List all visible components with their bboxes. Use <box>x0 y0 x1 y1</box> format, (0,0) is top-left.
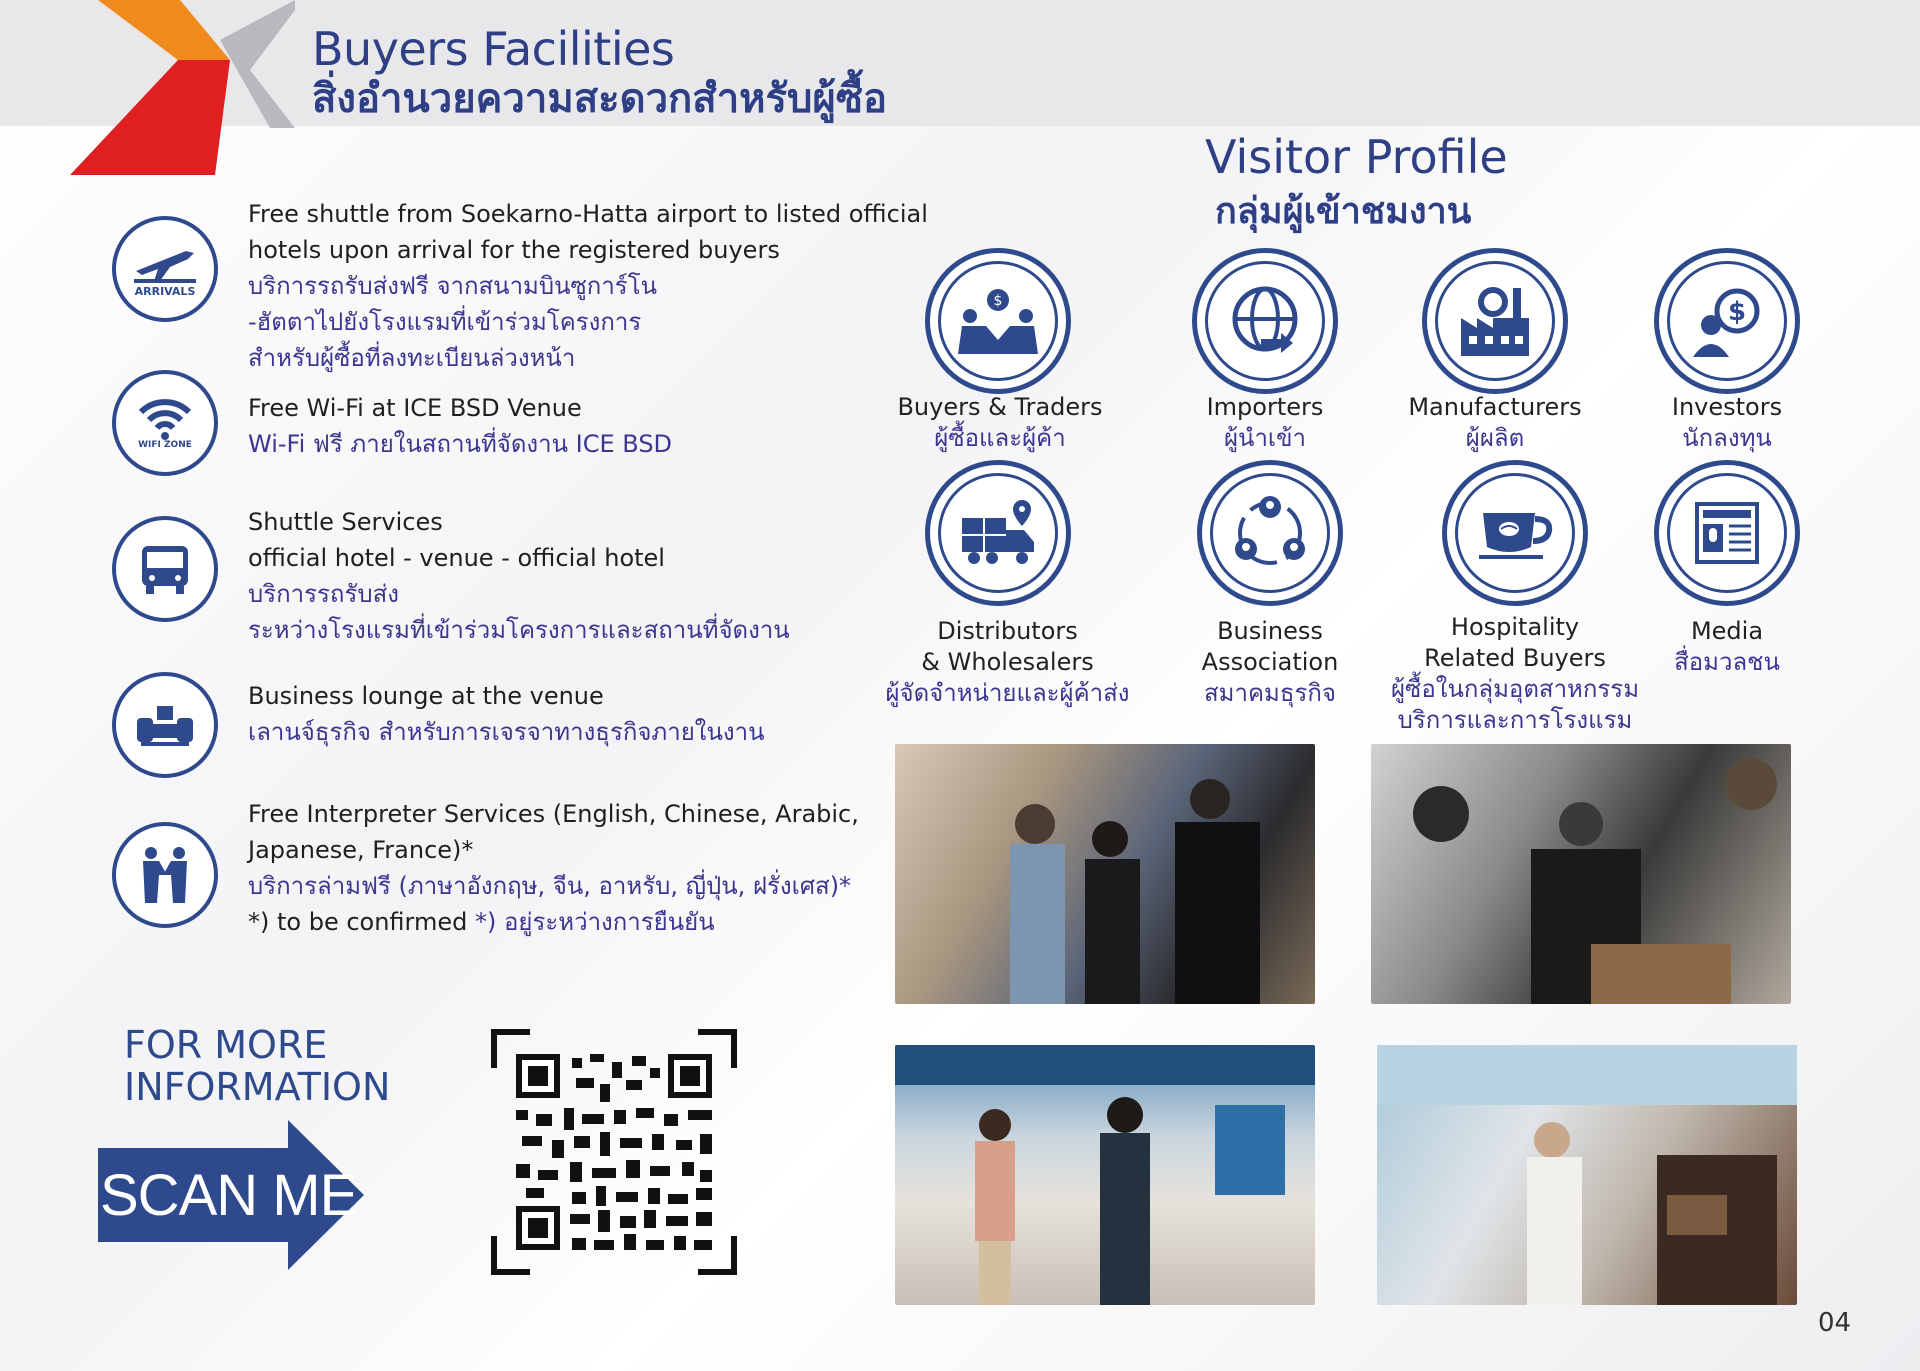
page-number: 04 <box>1818 1308 1852 1338</box>
svg-text:$: $ <box>1727 297 1747 327</box>
photo-coffee-demo <box>1377 1045 1797 1305</box>
label-business-association: Business Association สมาคมธุรกิจ <box>1201 617 1339 707</box>
label-buyers-traders: Buyers & Traders ผู้ซื้อและผู้ค้า <box>897 393 1103 452</box>
qr-code[interactable] <box>490 1028 738 1276</box>
photo-airport-arrival <box>895 1045 1315 1305</box>
lounge-icon <box>112 672 218 778</box>
label-media: Media สื่อมวลชน <box>1674 617 1780 676</box>
label-manufacturers: Manufacturers ผู้ผลิต <box>1408 393 1582 452</box>
brand-logo <box>70 0 300 180</box>
label-investors: Investors นักลงทุน <box>1671 393 1783 452</box>
more-information-label: FOR MORE INFORMATION <box>124 1023 391 1109</box>
photo-exhibition-crowd <box>1371 744 1791 1004</box>
bus-icon <box>112 516 218 622</box>
globe-importers-icon <box>1192 248 1338 394</box>
visitor-profile-title-thai: กลุ่มผู้เข้าชมงาน <box>1215 191 1472 232</box>
label-hospitality: Hospitality Related Buyers ผู้ซื้อในกลุ่มอุตสาหกรรม บริการและการโรงแรม <box>1390 613 1640 734</box>
investor-icon <box>1654 248 1800 394</box>
svg-text:$: $ <box>993 293 1003 309</box>
label-distributors: Distributors & Wholesalers ผู้จัดจำหน่ายและผู้ค้าส่ง <box>885 617 1130 707</box>
handshake-icon <box>112 822 218 928</box>
wifi-icon: WIFI ZONE <box>112 370 218 476</box>
truck-icon <box>925 460 1071 606</box>
association-icon <box>1197 460 1343 606</box>
newspaper-icon <box>1654 460 1800 606</box>
page-title-thai: สิ่งอำนวยความสะดวกสำหรับผู้ซื้อ <box>312 76 887 122</box>
visitor-profile-title: Visitor Profile <box>1205 130 1508 184</box>
photo-visitors-meeting <box>895 744 1315 1004</box>
page-title: Buyers Facilities <box>312 22 675 76</box>
scan-me-arrow: SCAN ME <box>98 1120 364 1270</box>
page: Buyers Facilities สิ่งอำนวยความสะดวกสำหรับผู้ซื้อ ARRIVALS Free shuttle from Soekarno-Hatta airport to listed official hotels upon arrival for the registered buyers บริการรถรับส่งฟรี จากสนามบินซูการ์โน -ฮัตตาไปยังโรงแรมที่เข้าร่วมโครงการ สำหรับผู้ซื้อที่ลงทะเบียนล่วงหน้า WIFI ZONE Free Wi-Fi at ICE BSD Venue Wi-Fi ฟรี ภายในสถานที่จัดงาน ICE BSD Shuttle Services official hotel - venue - official hotel บริการรถรับส่ง ระหว่างโรงแรมที่เข้าร่วมโครงการและสถานที่จัดงาน Business lounge at the venue เลานจ์ธุรกิจ สำหรับการเจรจาทางธุรกิจภายในงาน Free Interpreter Services (English, Chinese, Arabic, Japanese, France)* บริการล่ามฟรี (ภาษาอังกฤษ, จีน, อาหรับ, ญี่ปุ่น, ฝรั่งเศส)* *) to be confirmed *) อยู่ระหว่างการยืนยัน Visitor Profile กลุ่มผู้เข้าชมงาน $ $ Buyers & Traders ผู้ซื้อและผู้ค้า Importers ผู้นำเข้า Manufacturers ผู้ผลิต Investors นักลงทุน Distributors & Wholesalers ผู้จัดจำหน่ายและผู้ค้าส่ง Business Association สมาคมธุรกิจ Hospitality Related Buyers ผู้ซื้อในกลุ่มอุตสาหกรรม บริการและการโรงแรม Media สื่อมวลชน FOR MORE INFORMATION SCAN ME 04 <box>0 0 1920 1371</box>
coffee-cup-icon <box>1442 460 1588 606</box>
label-importers: Importers ผู้นำเข้า <box>1206 393 1324 452</box>
airplane-arrivals-icon: ARRIVALS <box>112 216 218 322</box>
buyers-traders-icon <box>925 248 1071 394</box>
factory-icon <box>1422 248 1568 394</box>
